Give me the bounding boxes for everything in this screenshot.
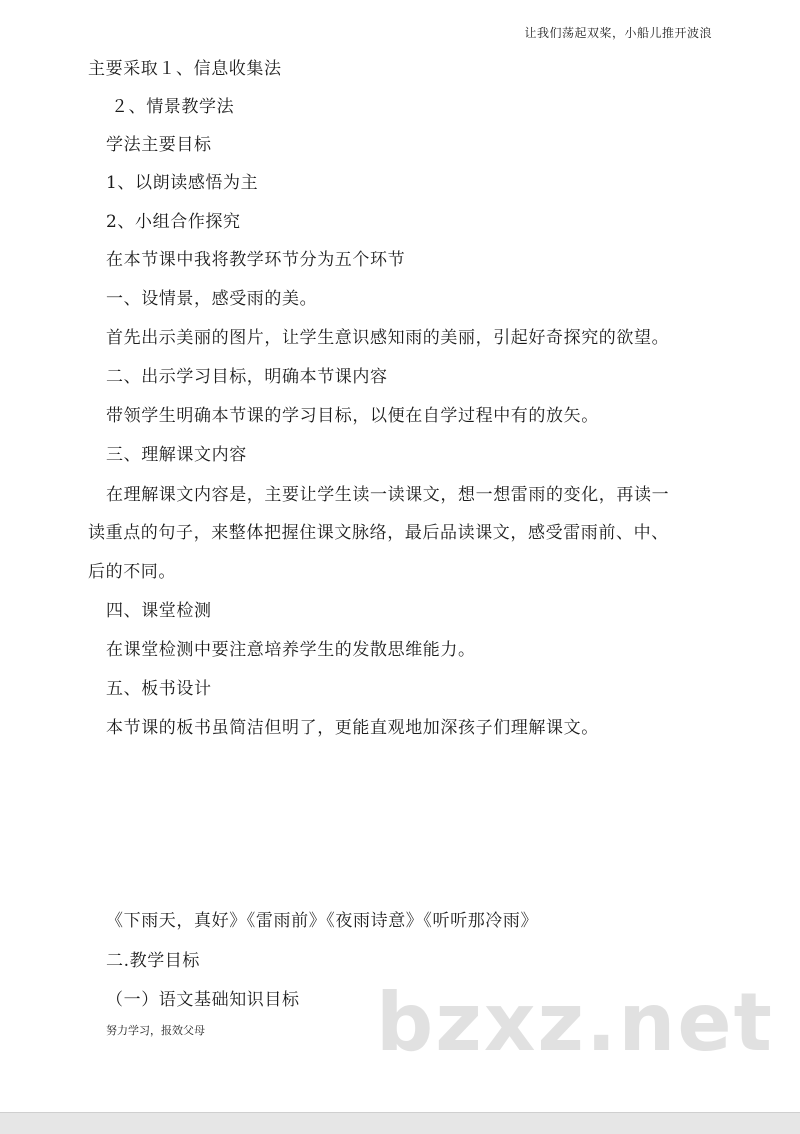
text-line: ２、情景教学法	[111, 97, 235, 117]
text-line: 学法主要目标	[106, 135, 212, 155]
section-heading: （一）语文基础知识目标	[106, 990, 300, 1010]
text-line: 在理解课文内容是，主要让学生读一读课文，想一想雷雨的变化，再读一	[106, 485, 670, 505]
section-heading: 五、板书设计	[106, 679, 212, 699]
section-heading: 四、课堂检测	[106, 601, 212, 621]
text-line: 读重点的句子，来整体把握住课文脉络，最后品读课文，感受雷雨前、中、	[88, 523, 669, 543]
text-line: 首先出示美丽的图片，让学生意识感知雨的美丽，引起好奇探究的欲望。	[106, 328, 670, 348]
text-line: 在本节课中我将教学环节分为五个环节	[106, 250, 406, 270]
section-heading: 三、理解课文内容	[106, 445, 247, 465]
text-line: 后的不同。	[88, 562, 176, 582]
text-line: 2、小组合作探究	[106, 212, 241, 232]
text-line: 本节课的板书虽简洁但明了，更能直观地加深孩子们理解课文。	[106, 718, 599, 738]
text-line: 主要采取１、信息收集法	[88, 59, 282, 79]
section-heading: 一、设情景，感受雨的美。	[106, 289, 318, 309]
text-line: 1、以朗读感悟为主	[106, 173, 259, 193]
watermark: bzxz.net	[376, 976, 774, 1069]
section-heading: 二.教学目标	[106, 951, 201, 971]
text-line: 带领学生明确本节课的学习目标，以便在自学过程中有的放矢。	[106, 406, 599, 426]
page-gap	[0, 1113, 800, 1134]
text-line: 《下雨天，真好》《雷雨前》《夜雨诗意》《听听那冷雨》	[106, 911, 539, 931]
page-header: 让我们荡起双桨，小船儿推开波浪	[524, 26, 712, 40]
page-footer: 努力学习，报效父母	[106, 1024, 205, 1037]
section-heading: 二、出示学习目标，明确本节课内容	[106, 367, 388, 387]
text-line: 在课堂检测中要注意培养学生的发散思维能力。	[106, 640, 476, 660]
